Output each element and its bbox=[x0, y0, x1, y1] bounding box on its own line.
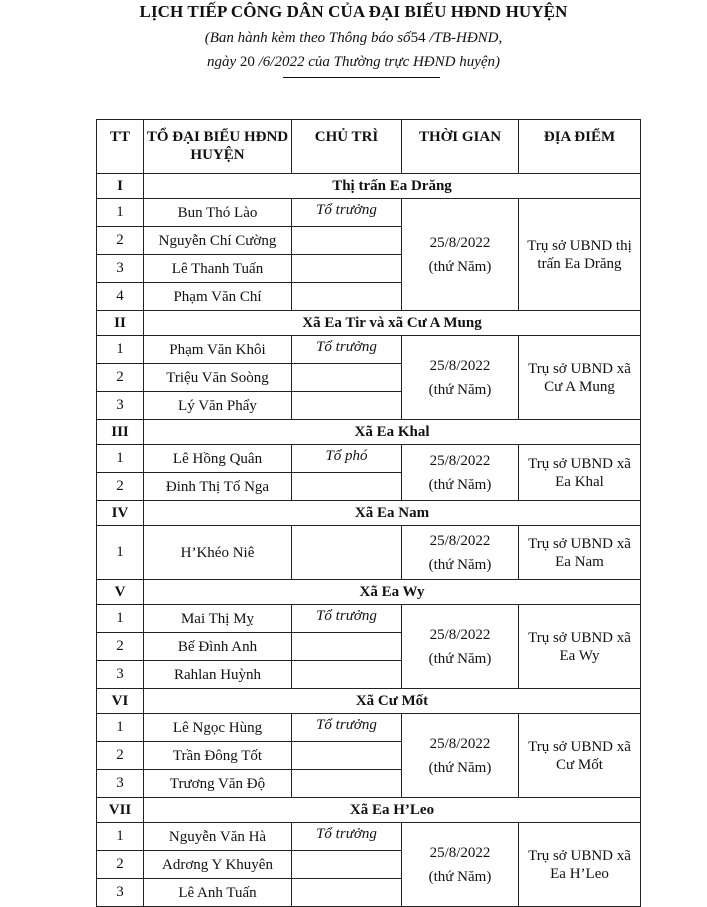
document-title: LỊCH TIẾP CÔNG DÂN CỦA ĐẠI BIỂU HĐND HUYỆN bbox=[139, 2, 568, 21]
member-number: 1 bbox=[97, 199, 144, 227]
section-name: Xã Ea Nam bbox=[144, 501, 641, 526]
meeting-weekday: (thứ Năm) bbox=[428, 556, 492, 573]
member-number: 2 bbox=[97, 227, 144, 255]
member-role: Tổ trưởng bbox=[292, 714, 402, 742]
member-name: Lê Hồng Quân bbox=[144, 445, 292, 473]
meeting-date: 25/8/2022 bbox=[429, 234, 491, 251]
schedule-table bbox=[96, 119, 641, 907]
col-header-place: ĐỊA ĐIỂM bbox=[519, 120, 641, 174]
section-name: Xã Ea Wy bbox=[144, 580, 641, 605]
member-role bbox=[292, 851, 402, 879]
meeting-time bbox=[402, 526, 519, 580]
meeting-place: Trụ sở UBND xã Ea Wy bbox=[519, 605, 641, 689]
meeting-place: Trụ sở UBND thị trấn Ea Drăng bbox=[519, 199, 641, 311]
member-name: Triệu Văn Soòng bbox=[144, 364, 292, 392]
member-number: 4 bbox=[97, 283, 144, 311]
member-number: 1 bbox=[97, 605, 144, 633]
table-row bbox=[97, 199, 641, 227]
member-number: 3 bbox=[97, 770, 144, 798]
table-header bbox=[97, 120, 641, 174]
member-name: Lê Thanh Tuấn bbox=[144, 255, 292, 283]
meeting-place: Trụ sở UBND xã Ea Nam bbox=[519, 526, 641, 580]
member-name: Lê Anh Tuấn bbox=[144, 879, 292, 907]
section-number: V bbox=[97, 580, 144, 605]
member-role bbox=[292, 770, 402, 798]
member-role: Tổ trưởng bbox=[292, 823, 402, 851]
member-role: Tổ trưởng bbox=[292, 336, 402, 364]
member-name: Adrơng Y Khuyên bbox=[144, 851, 292, 879]
member-role bbox=[292, 661, 402, 689]
member-role: Tổ phó bbox=[292, 445, 402, 473]
meeting-time bbox=[402, 823, 519, 907]
member-role bbox=[292, 742, 402, 770]
member-number: 3 bbox=[97, 661, 144, 689]
section-name: Xã Ea H’Leo bbox=[144, 798, 641, 823]
meeting-weekday: (thứ Năm) bbox=[428, 258, 492, 275]
table-row bbox=[97, 605, 641, 633]
member-name: Nguyễn Chí Cường bbox=[144, 227, 292, 255]
section-number: VII bbox=[97, 798, 144, 823]
member-name: Phạm Văn Chí bbox=[144, 283, 292, 311]
section-number: VI bbox=[97, 689, 144, 714]
member-role bbox=[292, 879, 402, 907]
member-number: 2 bbox=[97, 633, 144, 661]
member-role bbox=[292, 255, 402, 283]
meeting-place: Trụ sở UBND xã Ea Khal bbox=[519, 445, 641, 501]
issuance-note-line1 bbox=[0, 30, 707, 47]
meeting-date: 25/8/2022 bbox=[429, 735, 491, 752]
section-row bbox=[97, 420, 641, 445]
member-number: 1 bbox=[97, 336, 144, 364]
section-row bbox=[97, 689, 641, 714]
member-number: 2 bbox=[97, 742, 144, 770]
member-number: 3 bbox=[97, 879, 144, 907]
member-name: Lý Văn Phẩy bbox=[144, 392, 292, 420]
meeting-weekday: (thứ Năm) bbox=[428, 868, 492, 885]
member-name: Phạm Văn Khôi bbox=[144, 336, 292, 364]
header-underline bbox=[283, 77, 440, 78]
section-row bbox=[97, 311, 641, 336]
table-row bbox=[97, 445, 641, 473]
section-name: Thị trấn Ea Drăng bbox=[144, 174, 641, 199]
issue-day: 20 bbox=[239, 54, 255, 70]
member-role bbox=[292, 526, 402, 580]
document-number: 54 bbox=[410, 30, 426, 46]
member-name: Nguyễn Văn Hà bbox=[144, 823, 292, 851]
member-number: 1 bbox=[97, 445, 144, 473]
section-number: IV bbox=[97, 501, 144, 526]
member-number: 2 bbox=[97, 473, 144, 501]
col-header-tt: TT bbox=[97, 120, 144, 174]
member-role bbox=[292, 364, 402, 392]
issuance-note-line2 bbox=[0, 54, 707, 71]
meeting-time bbox=[402, 714, 519, 798]
member-role bbox=[292, 473, 402, 501]
table-body bbox=[97, 174, 641, 907]
section-row bbox=[97, 501, 641, 526]
meeting-time bbox=[402, 605, 519, 689]
meeting-place: Trụ sở UBND xã Cư A Mung bbox=[519, 336, 641, 420]
section-number: I bbox=[97, 174, 144, 199]
member-role: Tổ trưởng bbox=[292, 199, 402, 227]
meeting-time bbox=[402, 445, 519, 501]
member-name: Lê Ngọc Hùng bbox=[144, 714, 292, 742]
section-name: Xã Cư Mốt bbox=[144, 689, 641, 714]
section-row bbox=[97, 174, 641, 199]
section-row bbox=[97, 580, 641, 605]
meeting-place: Trụ sở UBND xã Ea H’Leo bbox=[519, 823, 641, 907]
col-header-group: TỔ ĐẠI BIỂU HĐND HUYỆN bbox=[144, 120, 292, 174]
issuance-suffix: /TB-HĐND, bbox=[425, 30, 503, 46]
table-row bbox=[97, 823, 641, 851]
table-row bbox=[97, 526, 641, 580]
member-role bbox=[292, 633, 402, 661]
member-number: 1 bbox=[97, 714, 144, 742]
member-name: Trần Đông Tốt bbox=[144, 742, 292, 770]
table-row bbox=[97, 336, 641, 364]
member-name: Trương Văn Độ bbox=[144, 770, 292, 798]
member-name: H’Khéo Niê bbox=[144, 526, 292, 580]
member-number: 1 bbox=[97, 823, 144, 851]
meeting-weekday: (thứ Năm) bbox=[428, 381, 492, 398]
member-name: Đinh Thị Tố Nga bbox=[144, 473, 292, 501]
meeting-weekday: (thứ Năm) bbox=[428, 759, 492, 776]
member-role: Tổ trưởng bbox=[292, 605, 402, 633]
meeting-date: 25/8/2022 bbox=[429, 357, 491, 374]
section-number: III bbox=[97, 420, 144, 445]
member-name: Rahlan Huỳnh bbox=[144, 661, 292, 689]
meeting-date: 25/8/2022 bbox=[429, 532, 491, 549]
table-row bbox=[97, 714, 641, 742]
member-role bbox=[292, 227, 402, 255]
date-prefix: ngày bbox=[206, 54, 240, 70]
member-number: 3 bbox=[97, 392, 144, 420]
issuance-prefix: (Ban hành kèm theo Thông báo số bbox=[204, 30, 411, 46]
member-number: 3 bbox=[97, 255, 144, 283]
member-name: Mai Thị Mỵ bbox=[144, 605, 292, 633]
section-name: Xã Ea Tir và xã Cư A Mung bbox=[144, 311, 641, 336]
meeting-place: Trụ sở UBND xã Cư Mốt bbox=[519, 714, 641, 798]
meeting-date: 25/8/2022 bbox=[429, 626, 491, 643]
meeting-weekday: (thứ Năm) bbox=[428, 650, 492, 667]
meeting-time bbox=[402, 199, 519, 311]
meeting-time bbox=[402, 336, 519, 420]
section-row bbox=[97, 798, 641, 823]
section-number: II bbox=[97, 311, 144, 336]
section-name: Xã Ea Khal bbox=[144, 420, 641, 445]
meeting-date: 25/8/2022 bbox=[429, 844, 491, 861]
member-role bbox=[292, 283, 402, 311]
member-name: Bế Đình Anh bbox=[144, 633, 292, 661]
member-name: Bun Thó Lào bbox=[144, 199, 292, 227]
member-number: 2 bbox=[97, 851, 144, 879]
date-suffix: /6/2022 của Thường trực HĐND huyện) bbox=[254, 54, 501, 70]
member-number: 1 bbox=[97, 526, 144, 580]
col-header-time: THỜI GIAN bbox=[402, 120, 519, 174]
member-role bbox=[292, 392, 402, 420]
member-number: 2 bbox=[97, 364, 144, 392]
meeting-weekday: (thứ Năm) bbox=[428, 476, 492, 493]
col-header-chair: CHỦ TRÌ bbox=[292, 120, 402, 174]
meeting-date: 25/8/2022 bbox=[429, 452, 491, 469]
